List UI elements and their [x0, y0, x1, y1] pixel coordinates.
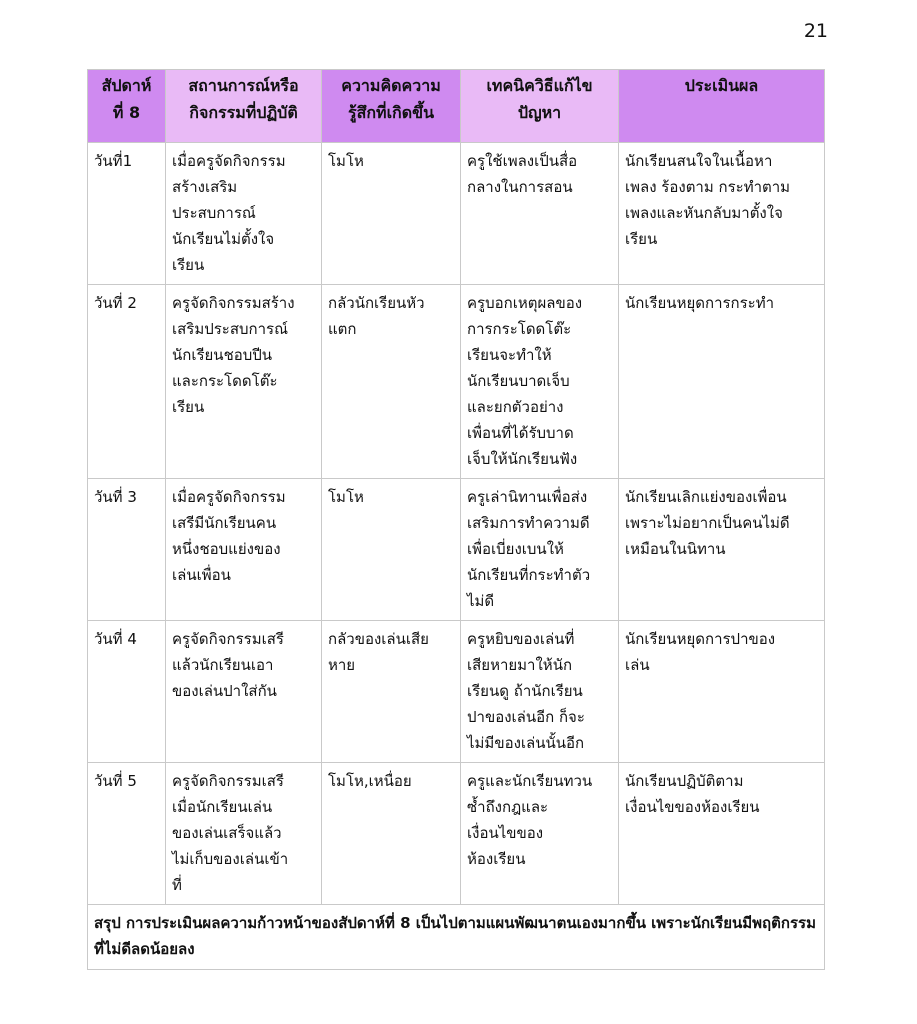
- page-number: 21: [803, 20, 828, 42]
- evaluation-cell: นักเรียนเลิกแย่งของเพื่อน เพราะไม่อยากเป็นคนไม่ดี เหมือนในนิทาน: [619, 479, 825, 621]
- weekly-reflection-table: [87, 69, 825, 970]
- evaluation-cell: นักเรียนหยุดการกระทำ: [619, 285, 825, 479]
- header-week: สัปดาห์ ที่ 8: [88, 70, 166, 143]
- table-row: [88, 143, 825, 285]
- situation-cell: ครูจัดกิจกรรมเสรี แล้วนักเรียนเอา ของเล่นปาใส่กัน: [166, 621, 322, 763]
- day-cell: วันที่ 2: [88, 285, 166, 479]
- technique-cell: ครูเล่านิทานเพื่อส่ง เสริมการทำความดี เพื่อเบี่ยงเบนให้ นักเรียนที่กระทำตัว ไม่ดี: [461, 479, 619, 621]
- header-technique: เทคนิควิธีแก้ไข ปัญหา: [461, 70, 619, 143]
- situation-cell: เมื่อครูจัดกิจกรรม สร้างเสริม ประสบการณ์ นักเรียนไม่ตั้งใจ เรียน: [166, 143, 322, 285]
- feeling-cell: โมโห,เหนื่อย: [322, 763, 461, 905]
- summary-text: สรุป การประเมินผลความก้าวหน้าของสัปดาห์ที่ 8 เป็นไปตามแผนพัฒนาตนเองมากขึ้น เพราะนักเรียนมีพฤติกรรมที่ไม่ดีลดน้อยลง: [88, 905, 825, 970]
- table-row: [88, 479, 825, 621]
- header-feeling: ความคิดความ รู้สึกที่เกิดขึ้น: [322, 70, 461, 143]
- feeling-cell: โมโห: [322, 143, 461, 285]
- day-cell: วันที่ 4: [88, 621, 166, 763]
- header-situation: สถานการณ์หรือ กิจกรรมที่ปฏิบัติ: [166, 70, 322, 143]
- evaluation-cell: นักเรียนหยุดการปาของ เล่น: [619, 621, 825, 763]
- feeling-cell: กลัวของเล่นเสีย หาย: [322, 621, 461, 763]
- header-evaluation: ประเมินผล: [619, 70, 825, 143]
- table-header-row: [88, 70, 825, 143]
- technique-cell: ครูและนักเรียนทวน ซ้ำถึงกฎและ เงื่อนไขของ ห้องเรียน: [461, 763, 619, 905]
- table-row: [88, 621, 825, 763]
- summary-row: [88, 905, 825, 970]
- table-row: [88, 763, 825, 905]
- day-cell: วันที่ 3: [88, 479, 166, 621]
- situation-cell: ครูจัดกิจกรรมสร้าง เสริมประสบการณ์ นักเรียนชอบปีน และกระโดดโต๊ะ เรียน: [166, 285, 322, 479]
- technique-cell: ครูหยิบของเล่นที่ เสียหายมาให้นัก เรียนดู ถ้านักเรียน ปาของเล่นอีก ก็จะ ไม่มีของเล่นนั้นอีก: [461, 621, 619, 763]
- feeling-cell: โมโห: [322, 479, 461, 621]
- feeling-cell: กลัวนักเรียนหัว แตก: [322, 285, 461, 479]
- situation-cell: ครูจัดกิจกรรมเสรี เมื่อนักเรียนเล่น ของเล่นเสร็จแล้ว ไม่เก็บของเล่นเข้า ที่: [166, 763, 322, 905]
- table-row: [88, 285, 825, 479]
- technique-cell: ครูบอกเหตุผลของ การกระโดดโต๊ะ เรียนจะทำให้ นักเรียนบาดเจ็บ และยกตัวอย่าง เพื่อนที่ได้รับบาด เจ็บให้นักเรียนฟัง: [461, 285, 619, 479]
- technique-cell: ครูใช้เพลงเป็นสื่อ กลางในการสอน: [461, 143, 619, 285]
- evaluation-cell: นักเรียนปฏิบัติตาม เงื่อนไขของห้องเรียน: [619, 763, 825, 905]
- evaluation-cell: นักเรียนสนใจในเนื้อหา เพลง ร้องตาม กระทำตาม เพลงและหันกลับมาตั้งใจ เรียน: [619, 143, 825, 285]
- day-cell: วันที่ 5: [88, 763, 166, 905]
- day-cell: วันที่1: [88, 143, 166, 285]
- situation-cell: เมื่อครูจัดกิจกรรม เสรีมีนักเรียนคน หนึ่งชอบแย่งของ เล่นเพื่อน: [166, 479, 322, 621]
